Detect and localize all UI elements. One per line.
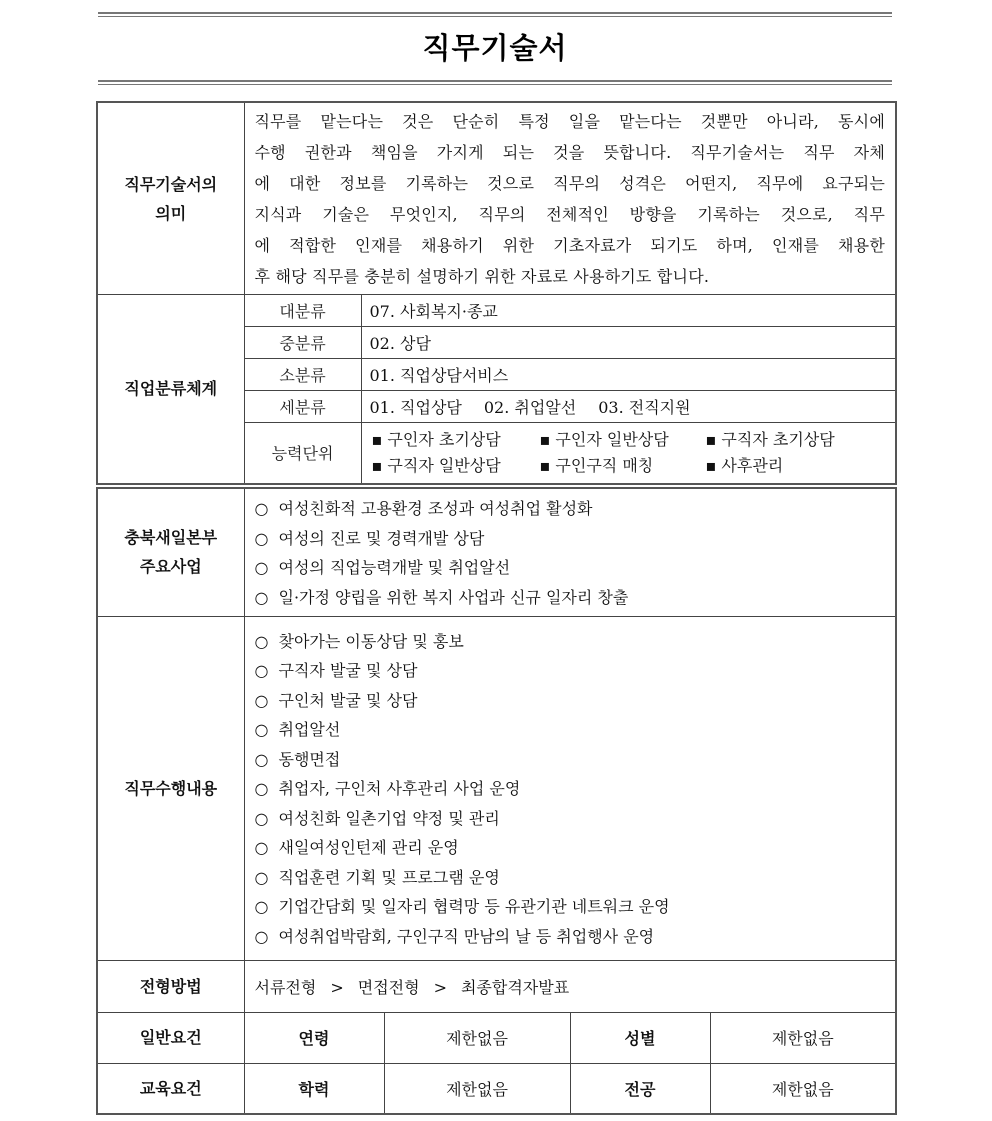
- main-business-label-line: 충북새일본부: [124, 528, 218, 548]
- list-item: [255, 715, 896, 745]
- meaning-line: 에 대한 정보를 기록하는 것으로 직무의 성격은 어떤지, 직무에 요구되는: [254, 174, 885, 193]
- circle-bullet-icon: ○: [254, 838, 269, 858]
- list-item-text: 여성친화적 고용환경 조성과 여성취업 활성화: [278, 499, 593, 519]
- detail-category-label: 세분류: [244, 391, 361, 423]
- list-item-text: 취업자, 구인처 사후관리 사업 운영: [278, 779, 521, 799]
- middle-category-value: 02. 상담: [361, 327, 896, 359]
- major-value: 제한없음: [710, 1063, 896, 1114]
- list-item-text: 여성의 진로 및 경력개발 상담: [278, 528, 485, 548]
- ability-item: ▪ 사후관리: [705, 455, 784, 475]
- meaning-line: 후 해당 직무를 충분히 설명하기 위한 자료로 사용하기도 합니다.: [254, 267, 710, 286]
- detail-item: 02. 취업알선: [483, 398, 577, 417]
- ability-item: ▪ 구직자 일반상담: [371, 455, 501, 475]
- ability-unit-label: 능력단위: [244, 423, 361, 484]
- general-req-label: 일반요건: [97, 1012, 244, 1063]
- list-item-text: 여성친화 일촌기업 약정 및 관리: [278, 808, 500, 828]
- list-item-text: 여성의 직업능력개발 및 취업알선: [278, 558, 511, 578]
- circle-bullet-icon: ○: [254, 926, 269, 946]
- arrow-icon: >: [433, 977, 447, 997]
- ability-unit-list: [361, 423, 896, 484]
- job-info-table: [96, 101, 897, 485]
- selection-steps: [244, 960, 896, 1012]
- circle-bullet-icon: ○: [254, 897, 269, 917]
- ability-item: ▪ 구인자 일반상담: [539, 429, 669, 449]
- list-item: [255, 745, 896, 775]
- main-business-label-line: 주요사업: [139, 557, 202, 577]
- ability-item: ▪ 구직자 초기상담: [705, 429, 835, 449]
- circle-bullet-icon: ○: [254, 587, 269, 607]
- selection-step: 서류전형: [254, 977, 317, 997]
- duties-list: [244, 616, 896, 960]
- meaning-label-line: 의미: [155, 203, 187, 223]
- job-detail-table: [96, 487, 897, 1115]
- list-item: [255, 863, 896, 893]
- list-item: [255, 656, 896, 686]
- arrow-icon: >: [330, 977, 344, 997]
- meaning-line: 수행 권한과 책임을 가지게 되는 것을 뜻합니다. 직무기술서는 직무 자체: [254, 143, 885, 162]
- meaning-label: [97, 102, 244, 295]
- list-item: [255, 774, 896, 804]
- list-item-text: 구직자 발굴 및 상담: [278, 661, 418, 681]
- classification-label: 직업분류체계: [97, 295, 244, 484]
- ability-item: ▪ 구인구직 매칭: [539, 455, 654, 475]
- age-label: 연령: [244, 1012, 384, 1063]
- list-item-text: 기업간담회 및 일자리 협력망 등 유관기관 네트워크 운영: [278, 897, 670, 917]
- circle-bullet-icon: ○: [254, 528, 269, 548]
- duties-label: 직무수행내용: [97, 616, 244, 960]
- minor-category-value: 01. 직업상담서비스: [361, 359, 896, 391]
- circle-bullet-icon: ○: [254, 720, 269, 740]
- meaning-line: 지식과 기술은 무엇인지, 직무의 전체적인 방향을 기록하는 것으로, 직무: [254, 205, 885, 224]
- education-label: 학력: [244, 1063, 384, 1114]
- major-category-value: 07. 사회복지·종교: [361, 295, 896, 327]
- list-item-text: 일·가정 양립을 위한 복지 사업과 신규 일자리 창출: [278, 587, 629, 607]
- list-item: [255, 804, 896, 834]
- list-item-text: 취업알선: [278, 720, 341, 740]
- page-title: 직무기술서: [422, 31, 568, 65]
- list-item: [255, 494, 896, 524]
- ability-item: ▪ 구인자 초기상담: [371, 429, 501, 449]
- list-item: [255, 833, 896, 863]
- selection-label: 전형방법: [97, 960, 244, 1012]
- list-item: [255, 524, 896, 554]
- list-item-text: 동행면접: [278, 749, 341, 769]
- minor-category-label: 소분류: [244, 359, 361, 391]
- circle-bullet-icon: ○: [254, 558, 269, 578]
- list-item: [255, 583, 896, 613]
- meaning-line: 에 적합한 인재를 채용하기 위한 기초자료가 되기도 하며, 인재를 채용한: [254, 236, 885, 255]
- meaning-label-line: 직무기술서의: [124, 174, 218, 194]
- list-item: [255, 627, 896, 657]
- title-rule: [98, 80, 892, 82]
- selection-step: 최종합격자발표: [460, 977, 570, 997]
- age-value: 제한없음: [384, 1012, 570, 1063]
- list-item: [255, 892, 896, 922]
- selection-step: 면접전형: [357, 977, 420, 997]
- main-business-label: [97, 488, 244, 616]
- list-item-text: 여성취업박람회, 구인구직 만남의 날 등 취업행사 운영: [278, 926, 655, 946]
- list-item-text: 구인처 발굴 및 상담: [278, 690, 418, 710]
- list-item-text: 찾아가는 이동상담 및 홍보: [278, 631, 464, 651]
- major-label: 전공: [570, 1063, 710, 1114]
- list-item-text: 직업훈련 기획 및 프로그램 운영: [278, 867, 500, 887]
- top-rule-thin: [98, 16, 892, 17]
- education-req-label: 교육요건: [97, 1063, 244, 1114]
- list-item: [255, 922, 896, 952]
- circle-bullet-icon: ○: [254, 499, 269, 519]
- circle-bullet-icon: ○: [254, 661, 269, 681]
- detail-category-value: [361, 391, 896, 423]
- circle-bullet-icon: ○: [254, 749, 269, 769]
- gender-value: 제한없음: [710, 1012, 896, 1063]
- circle-bullet-icon: ○: [254, 867, 269, 887]
- gender-label: 성별: [570, 1012, 710, 1063]
- circle-bullet-icon: ○: [254, 779, 269, 799]
- list-item: [255, 686, 896, 716]
- title-rule-thin: [98, 84, 892, 85]
- main-business-list: [244, 488, 896, 616]
- list-item-text: 새일여성인턴제 관리 운영: [278, 838, 459, 858]
- major-category-label: 대분류: [244, 295, 361, 327]
- circle-bullet-icon: ○: [254, 808, 269, 828]
- meaning-line: 직무를 맡는다는 것은 단순히 특정 일을 맡는다는 것뿐만 아니라, 동시에: [254, 112, 885, 131]
- education-value: 제한없음: [384, 1063, 570, 1114]
- meaning-text: [244, 102, 896, 295]
- circle-bullet-icon: ○: [254, 631, 269, 651]
- detail-item: 01. 직업상담: [369, 398, 462, 417]
- list-item: [255, 553, 896, 583]
- middle-category-label: 중분류: [244, 327, 361, 359]
- detail-item: 03. 전직지원: [598, 398, 691, 417]
- circle-bullet-icon: ○: [254, 690, 269, 710]
- top-rule: [98, 12, 892, 14]
